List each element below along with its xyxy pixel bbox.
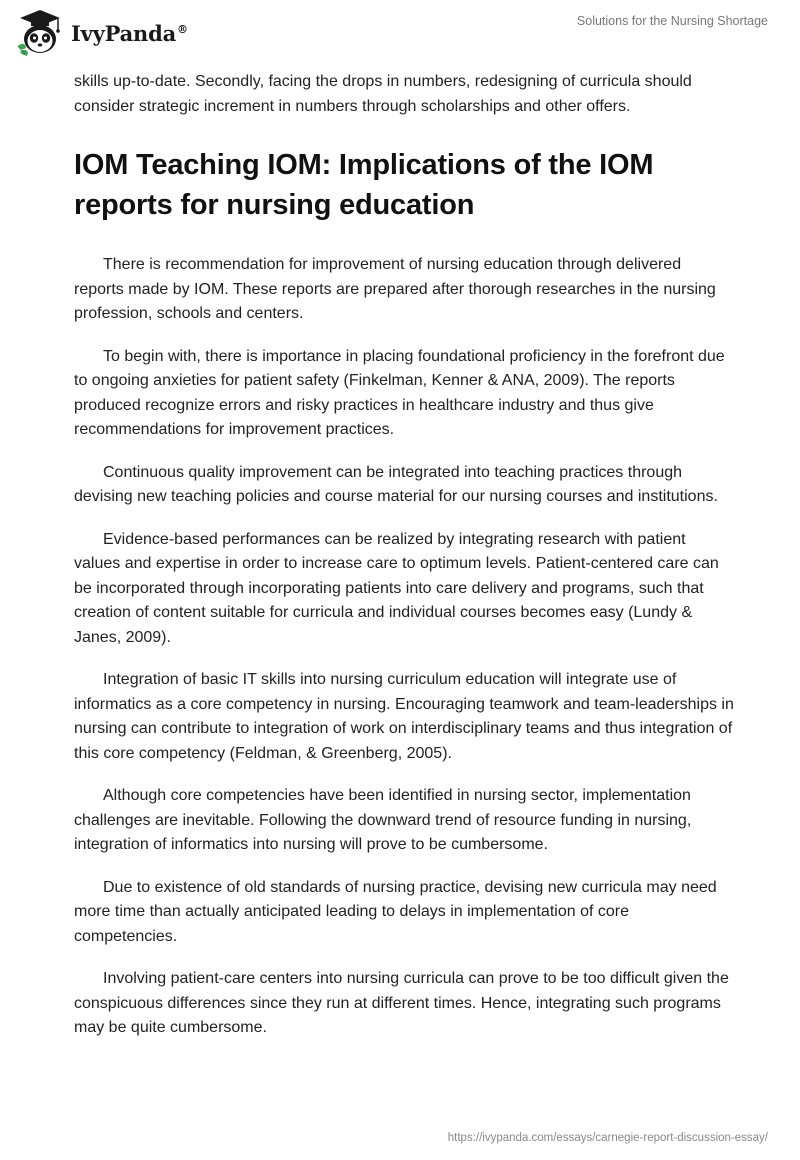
source-url[interactable]: https://ivypanda.com/essays/carnegie-report-discussion-essay/ [447, 1132, 768, 1144]
section-heading: IOM Teaching IOM: Implications of the IOM reports for nursing education [74, 149, 654, 221]
body-paragraph: Due to existence of old standards of nursing practice, devising new curricula may need more time than actually anticipated leading to delays in implementation of core competencies. [74, 878, 717, 945]
essay-content [74, 70, 734, 1059]
body-paragraph: To begin with, there is importance in placing foundational proficiency in the forefront due to ongoing anxieties for patient safety (Finkelman, Kenner & ANA, 2009). The reports produced recognize errors and risky practices in healthcare industry and thus give recommendations for improvement practices. [74, 347, 725, 438]
body-paragraph: There is recommendation for improvement of nursing education through delivered reports made by IOM. These reports are prepared after thorough researches in the nursing profession, schools and centers. [74, 256, 716, 322]
body-paragraph: Involving patient-care centers into nursing curricula can prove to be too difficult given the conspicuous differences since they run at different times. Hence, integrating such programs may be quite cumbersome. [74, 970, 729, 1036]
logo-text: IvyPanda® [71, 20, 188, 46]
body-paragraph: Integration of basic IT skills into nursing curriculum education will integrate use of informatics as a core competency in nursing. Encouraging teamwork and team-leaderships in nursing can contribute to integration of work on interdisciplinary teams and thus integration of this core competency (Feldman, & Greenberg, 2005). [74, 671, 734, 762]
body-paragraph: Although core competencies have been identified in nursing sector, implementation challenges are inevitable. Following the downward trend of resource funding in nursing, integration of informatics into nursing will prove to be cumbersome. [74, 787, 692, 853]
body-paragraph: Continuous quality improvement can be integrated into teaching practices through devising new teaching policies and course material for our nursing courses and institutions. [74, 463, 718, 505]
panda-icon [14, 8, 66, 58]
ivypanda-logo[interactable] [14, 8, 188, 58]
body-paragraph: Evidence-based performances can be realized by integrating research with patient values and expertise in order to increase care to optimum levels. Patient-centered care can be incorporated through incorporating patients into care delivery and programs, such that creation of content suitable for curricula and individual courses becomes easy (Lundy & Janes, 2009). [74, 530, 719, 646]
page-header [0, 0, 800, 70]
running-title: Solutions for the Nursing Shortage [576, 14, 768, 28]
intro-paragraph: skills up-to-date. Secondly, facing the drops in numbers, redesigning of curricula should consider strategic increment in numbers through scholarships and other offers. [74, 73, 692, 115]
